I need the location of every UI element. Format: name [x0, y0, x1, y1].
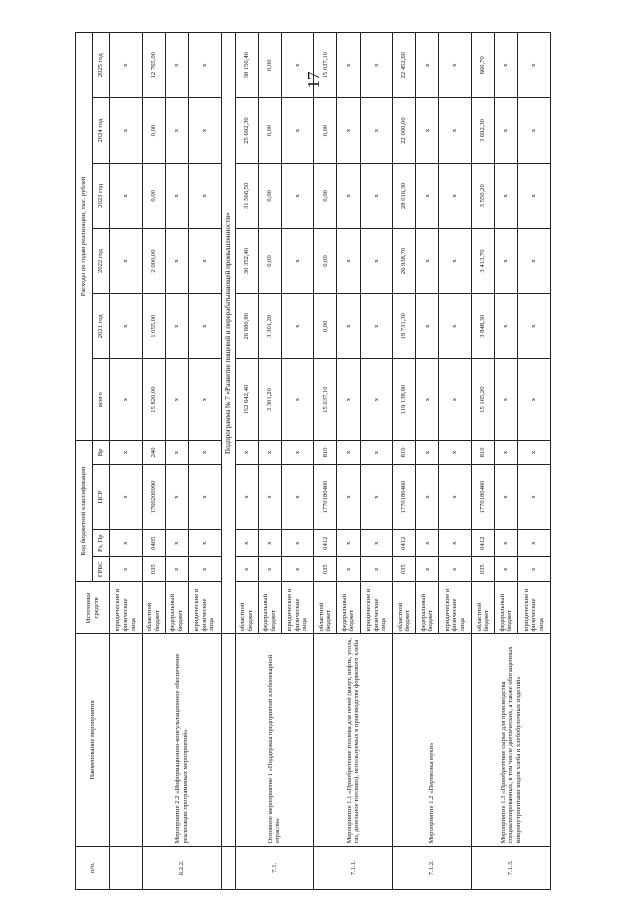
- cell-vr: x: [360, 440, 393, 464]
- cell-2021: 26 880,80: [235, 294, 258, 359]
- cell-2023: 0,00: [142, 163, 165, 228]
- cell-2022: 3 413,70: [472, 228, 495, 293]
- cell-source: юридические и физические лица: [439, 582, 472, 634]
- cell-num: 7.1.: [235, 846, 314, 889]
- cell-csr: x: [495, 464, 518, 529]
- cell-source: федеральный бюджет: [258, 582, 281, 634]
- cell-rzpr: 0405: [142, 530, 165, 557]
- cell-vr: x: [188, 440, 221, 464]
- cell-csr: x: [416, 464, 439, 529]
- cell-vr: x: [258, 440, 281, 464]
- cell-2025: x: [110, 33, 143, 98]
- cell-2024: 0,00: [314, 98, 337, 163]
- cell-2022: 30 352,40: [235, 228, 258, 293]
- cell-2022: 0,00: [314, 228, 337, 293]
- cell-2025: x: [281, 33, 314, 98]
- cell-total: x: [518, 359, 551, 441]
- cell-2022: x: [518, 228, 551, 293]
- cell-2022: x: [165, 228, 188, 293]
- cell-source: областной бюджет: [235, 582, 258, 634]
- cell-csr: x: [360, 464, 393, 529]
- cell-total: x: [337, 359, 360, 441]
- cell-source: юридические и физические лица: [188, 582, 221, 634]
- cell-2024: x: [439, 98, 472, 163]
- cell-rzpr: x: [337, 530, 360, 557]
- table-row: [142, 33, 165, 890]
- cell-vr: 810: [393, 440, 416, 464]
- cell-2022: x: [110, 228, 143, 293]
- cell-source: областной бюджет: [314, 582, 337, 634]
- cell-csr: 1770180460: [472, 464, 495, 529]
- cell-total: 3 301,20: [258, 359, 281, 441]
- cell-2021: x: [188, 294, 221, 359]
- cell-2023: 0,00: [258, 163, 281, 228]
- rotated-table-wrapper: [75, 32, 551, 890]
- cell-2023: x: [110, 163, 143, 228]
- cell-grbs: x: [439, 557, 472, 582]
- cell-total: 119 138,90: [393, 359, 416, 441]
- cell-2022: 2 000,00: [142, 228, 165, 293]
- cell-csr: x: [110, 464, 143, 529]
- cell-2024: x: [495, 98, 518, 163]
- cell-csr: x: [235, 464, 258, 529]
- cell-2022: x: [360, 228, 393, 293]
- cell-2021: x: [110, 294, 143, 359]
- table-row: [110, 33, 143, 890]
- header-rzpr: Рз, Пр: [93, 530, 110, 557]
- cell-2021: 19 731,30: [393, 294, 416, 359]
- cell-2023: x: [495, 163, 518, 228]
- cell-csr: 1770180460: [393, 464, 416, 529]
- cell-2025: x: [495, 33, 518, 98]
- cell-2025: x: [188, 33, 221, 98]
- cell-grbs: x: [416, 557, 439, 582]
- cell-total: x: [165, 359, 188, 441]
- cell-vr: 810: [472, 440, 495, 464]
- cell-2024: x: [110, 98, 143, 163]
- cell-2024: 0,00: [142, 98, 165, 163]
- header-2021: 2021 год: [93, 294, 110, 359]
- cell-source: областной бюджет: [142, 582, 165, 634]
- header-source: Источники средств: [76, 582, 110, 634]
- cell-2024: x: [360, 98, 393, 163]
- cell-2023: 28 016,30: [393, 163, 416, 228]
- cell-2024: 0,00: [258, 98, 281, 163]
- cell-2023: 0,00: [314, 163, 337, 228]
- cell-rzpr: x: [110, 530, 143, 557]
- cell-num: 7.1.2.: [393, 846, 472, 889]
- cell-rzpr: x: [165, 530, 188, 557]
- cell-2023: x: [416, 163, 439, 228]
- header-expenses-group: Расходы по годам реализации, тыс. рублей: [76, 33, 93, 441]
- cell-source: федеральный бюджет: [495, 582, 518, 634]
- cell-vr: 240: [142, 440, 165, 464]
- cell-2025: x: [165, 33, 188, 98]
- cell-source: юридические и физические лица: [110, 582, 143, 634]
- header-csr: ЦСР: [93, 464, 110, 529]
- cell-2022: x: [416, 228, 439, 293]
- cell-2022: x: [281, 228, 314, 293]
- cell-2022: x: [188, 228, 221, 293]
- cell-2022: x: [495, 228, 518, 293]
- cell-2021: x: [518, 294, 551, 359]
- cell-2024: x: [188, 98, 221, 163]
- cell-name: Мероприятие 1.3 «Приобретение сырья для производства специализированных, в том числе диетических, а также обогащенных микронутриентами видов хлеба и хлебобулочных изделий»: [472, 634, 551, 846]
- cell-grbs: x: [165, 557, 188, 582]
- cell-num: [110, 846, 143, 889]
- cell-2021: x: [495, 294, 518, 359]
- cell-num: 6.2.2.: [142, 846, 221, 889]
- cell-name: [110, 634, 143, 846]
- cell-source: федеральный бюджет: [165, 582, 188, 634]
- cell-total: x: [495, 359, 518, 441]
- header-name: Наименование мероприятия: [76, 634, 110, 846]
- cell-grbs: x: [188, 557, 221, 582]
- cell-grbs: x: [518, 557, 551, 582]
- cell-2024: x: [518, 98, 551, 163]
- cell-grbs: x: [110, 557, 143, 582]
- cell-rzpr: x: [235, 530, 258, 557]
- cell-csr: x: [281, 464, 314, 529]
- cell-2025: 12 765,00: [142, 33, 165, 98]
- cell-rzpr: x: [360, 530, 393, 557]
- cell-2025: 38 150,40: [235, 33, 258, 98]
- cell-rzpr: x: [518, 530, 551, 557]
- cell-2025: x: [416, 33, 439, 98]
- subprogram-row: [221, 33, 235, 890]
- cell-2023: x: [518, 163, 551, 228]
- cell-2024: 25 692,30: [235, 98, 258, 163]
- cell-num: [221, 846, 235, 889]
- cell-vr: 810: [314, 440, 337, 464]
- cell-vr: x: [110, 440, 143, 464]
- cell-source: областной бюджет: [472, 582, 495, 634]
- cell-rzpr: x: [188, 530, 221, 557]
- cell-2024: x: [337, 98, 360, 163]
- subprogram-title: Подпрограмма № 7 «Развитие пищевой и перерабатывающей промышленности»: [221, 33, 235, 634]
- cell-csr: 1760200990: [142, 464, 165, 529]
- header-2025: 2025 год: [93, 33, 110, 98]
- cell-source: юридические и физические лица: [360, 582, 393, 634]
- cell-total: 152 642,40: [235, 359, 258, 441]
- cell-total: x: [360, 359, 393, 441]
- cell-2022: x: [337, 228, 360, 293]
- cell-grbs: x: [281, 557, 314, 582]
- cell-2022: 0,00: [258, 228, 281, 293]
- header-2022: 2022 год: [93, 228, 110, 293]
- page-number: 17: [304, 71, 323, 89]
- cell-vr: x: [518, 440, 551, 464]
- header-2024: 2024 год: [93, 98, 110, 163]
- cell-source: юридические и физические лица: [518, 582, 551, 634]
- cell-2025: x: [360, 33, 393, 98]
- cell-num: 7.1.1.: [314, 846, 393, 889]
- header-row-1: [76, 33, 93, 890]
- cell-vr: x: [439, 440, 472, 464]
- cell-2025: 22 452,60: [393, 33, 416, 98]
- cell-2023: x: [281, 163, 314, 228]
- cell-rzpr: x: [495, 530, 518, 557]
- cell-2023: 31 566,50: [235, 163, 258, 228]
- cell-vr: x: [337, 440, 360, 464]
- cell-total: x: [281, 359, 314, 441]
- cell-2021: x: [416, 294, 439, 359]
- cell-rzpr: 0412: [393, 530, 416, 557]
- cell-source: федеральный бюджет: [416, 582, 439, 634]
- cell-name: Основное мероприятие 1 «Поддержка предприятий хлебопекарной отрасли»: [235, 634, 314, 846]
- cell-2024: x: [165, 98, 188, 163]
- cell-csr: x: [439, 464, 472, 529]
- cell-rzpr: x: [281, 530, 314, 557]
- cell-2025: 660,70: [472, 33, 495, 98]
- header-grbs: ГРБС: [93, 557, 110, 582]
- cell-source: областной бюджет: [393, 582, 416, 634]
- cell-2021: 0,00: [314, 294, 337, 359]
- cell-2024: x: [281, 98, 314, 163]
- cell-grbs: 035: [314, 557, 337, 582]
- cell-2025: 15 037,10: [314, 33, 337, 98]
- cell-2021: x: [337, 294, 360, 359]
- cell-2024: 22 000,00: [393, 98, 416, 163]
- cell-total: 15 037,10: [314, 359, 337, 441]
- cell-2022: 26 938,70: [393, 228, 416, 293]
- cell-2021: x: [281, 294, 314, 359]
- cell-total: x: [416, 359, 439, 441]
- cell-name: Мероприятие 1.2 «Перевозка муки»: [393, 634, 472, 846]
- cell-num: 7.1.3.: [472, 846, 551, 889]
- cell-rzpr: x: [258, 530, 281, 557]
- cell-2023: x: [337, 163, 360, 228]
- cell-2021: 3 848,30: [472, 294, 495, 359]
- cell-grbs: x: [337, 557, 360, 582]
- cell-name: Мероприятие 1.1 «Приобретение топлива для печей (мазут, нефть, уголь, газ, дизельное топливо), используемых в производстве формового хлеба: [314, 634, 393, 846]
- table-row: [314, 33, 337, 890]
- cell-vr: x: [235, 440, 258, 464]
- cell-csr: x: [165, 464, 188, 529]
- cell-2023: x: [439, 163, 472, 228]
- cell-source: федеральный бюджет: [337, 582, 360, 634]
- cell-2023: x: [360, 163, 393, 228]
- cell-grbs: 035: [472, 557, 495, 582]
- cell-2025: x: [439, 33, 472, 98]
- cell-2021: 3 301,20: [258, 294, 281, 359]
- cell-2021: x: [165, 294, 188, 359]
- cell-grbs: x: [235, 557, 258, 582]
- cell-rzpr: x: [439, 530, 472, 557]
- cell-total: 15 165,20: [472, 359, 495, 441]
- cell-grbs: 035: [393, 557, 416, 582]
- cell-name: Мероприятие 2.2 «Информационно-консультационное обеспечение реализации программных мероприятий»: [142, 634, 221, 846]
- cell-grbs: 035: [142, 557, 165, 582]
- cell-grbs: x: [360, 557, 393, 582]
- table-row: [472, 33, 495, 890]
- cell-vr: x: [495, 440, 518, 464]
- cell-total: x: [439, 359, 472, 441]
- cell-vr: x: [165, 440, 188, 464]
- cell-total: 15 820,00: [142, 359, 165, 441]
- cell-source: юридические и физические лица: [281, 582, 314, 634]
- cell-2024: x: [416, 98, 439, 163]
- table-row: [393, 33, 416, 890]
- header-total: всего: [93, 359, 110, 441]
- cell-vr: x: [281, 440, 314, 464]
- cell-2023: x: [188, 163, 221, 228]
- header-2023: 2023 год: [93, 163, 110, 228]
- cell-csr: x: [188, 464, 221, 529]
- cell-csr: x: [258, 464, 281, 529]
- header-num: п/п.: [76, 846, 110, 889]
- header-vr: Вр: [93, 440, 110, 464]
- cell-csr: x: [337, 464, 360, 529]
- header-kbk-group: Код бюджетной классификации: [76, 440, 93, 581]
- cell-2021: x: [439, 294, 472, 359]
- cell-vr: x: [416, 440, 439, 464]
- cell-2024: 3 692,30: [472, 98, 495, 163]
- cell-2025: 0,00: [258, 33, 281, 98]
- cell-2021: x: [360, 294, 393, 359]
- cell-csr: x: [518, 464, 551, 529]
- cell-2021: 1 055,00: [142, 294, 165, 359]
- cell-2023: 3 550,20: [472, 163, 495, 228]
- cell-rzpr: 0412: [472, 530, 495, 557]
- cell-2023: x: [165, 163, 188, 228]
- cell-name: [221, 634, 235, 846]
- cell-2025: x: [337, 33, 360, 98]
- cell-2025: x: [518, 33, 551, 98]
- cell-total: x: [188, 359, 221, 441]
- cell-rzpr: x: [416, 530, 439, 557]
- cell-grbs: x: [495, 557, 518, 582]
- cell-grbs: x: [258, 557, 281, 582]
- cell-rzpr: 0412: [314, 530, 337, 557]
- cell-csr: 1770180460: [314, 464, 337, 529]
- table-row: [235, 33, 258, 890]
- cell-2022: x: [439, 228, 472, 293]
- cell-total: x: [110, 359, 143, 441]
- budget-table: [75, 32, 551, 890]
